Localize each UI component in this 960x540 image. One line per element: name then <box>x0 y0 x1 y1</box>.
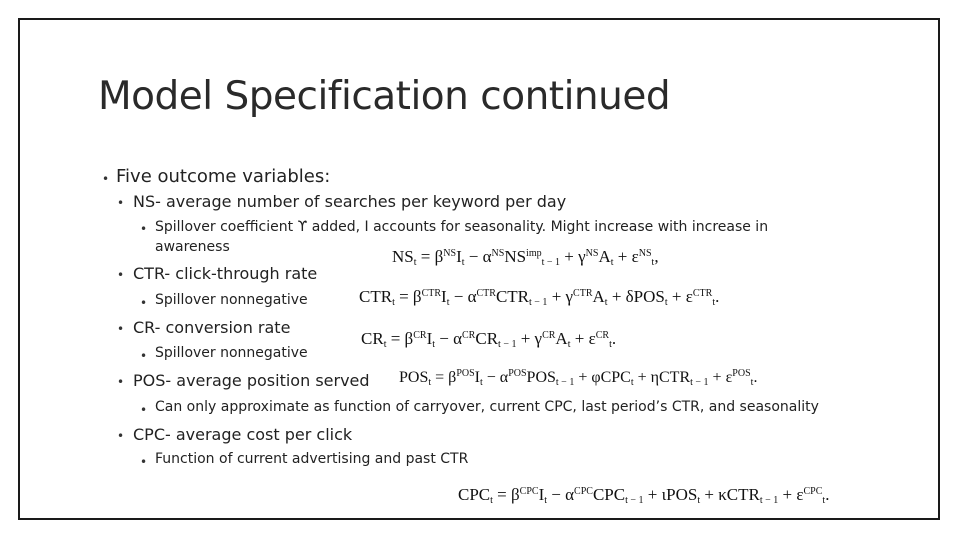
bullet-dot: • <box>140 296 148 310</box>
keyword-ctr: CTR <box>133 264 165 283</box>
bullet-pos-approx: Can only approximate as function of carryover, current CPC, last period’s CTR, and seasonality <box>155 399 819 415</box>
cpc-description: - average cost per click <box>165 425 353 444</box>
bullet-dot: • <box>117 268 125 282</box>
keyword-pos: POS <box>133 371 166 390</box>
bullet-dot: • <box>117 196 125 210</box>
equation-pos: $POS_t = \beta^{POS}I_t - \alpha^{POS}POS_{t - 1} + \varphi CPC_t + \eta CTR_{t - 1} + \varepsilon^{POS}_t$. <box>399 368 758 388</box>
bullet-five-outcome: Five outcome variables: <box>116 166 331 187</box>
equation-ns: $NS_t = \beta^{NS}I_t - \alpha^{NS}NS^{imp}_{t - 1} + \gamma^{NS}A_t + \varepsilon^{NS}_t$, <box>392 247 659 268</box>
bullet-pos <box>133 371 370 390</box>
bullet-dot: • <box>117 322 125 336</box>
equation-ctr: $CTR_t = \beta^{CTR}I_t - \alpha^{CTR}CTR_{t - 1} + \gamma^{CTR}A_t + \delta POS_t + \varepsilon^{CTR}_t$. <box>359 287 720 308</box>
ns-description: - average number of searches per keyword per day <box>155 192 567 211</box>
ctr-description: - click-through rate <box>164 264 318 283</box>
bullet-ns-spillover: Spillover coefficient ϒ added, I accounts for seasonality. Might increase with increase in <box>155 219 769 235</box>
equation-cr: $CR_t = \beta^{CR}I_t - \alpha^{CR}CR_{t - 1} + \gamma^{CR}A_t + \varepsilon^{CR}_t$. <box>361 329 617 350</box>
bullet-dot: • <box>117 375 125 389</box>
bullet-ns <box>133 192 566 211</box>
keyword-cpc: CPC <box>133 425 165 444</box>
slide-title: Model Specification continued <box>98 74 671 119</box>
bullet-cr <box>133 318 290 337</box>
bullet-dot: • <box>102 172 110 186</box>
bullet-dot: • <box>117 429 125 443</box>
bullet-dot: • <box>140 455 148 469</box>
keyword-ns: NS <box>133 192 156 211</box>
bullet-ctr <box>133 264 317 283</box>
bullet-cpc <box>133 425 352 444</box>
bullet-dot: • <box>140 222 148 236</box>
cr-description: - conversion rate <box>154 318 291 337</box>
bullet-cpc-function: Function of current advertising and past CTR <box>155 451 469 467</box>
bullet-ctr-spillover: Spillover nonnegative <box>155 292 308 308</box>
equation-cpc: $CPC_t = \beta^{CPC}I_t - \alpha^{CPC}CPC_{t - 1} + \iota POS_t + \kappa CTR_{t - 1} + \varepsilon^{CPC}_t$. <box>458 485 830 506</box>
keyword-cr: CR <box>133 318 155 337</box>
pos-description: - average position served <box>165 371 370 390</box>
bullet-dot: • <box>140 403 148 417</box>
bullet-cr-spillover: Spillover nonnegative <box>155 345 308 361</box>
bullet-ns-spillover-cont: awareness <box>155 239 230 255</box>
bullet-dot: • <box>140 349 148 363</box>
